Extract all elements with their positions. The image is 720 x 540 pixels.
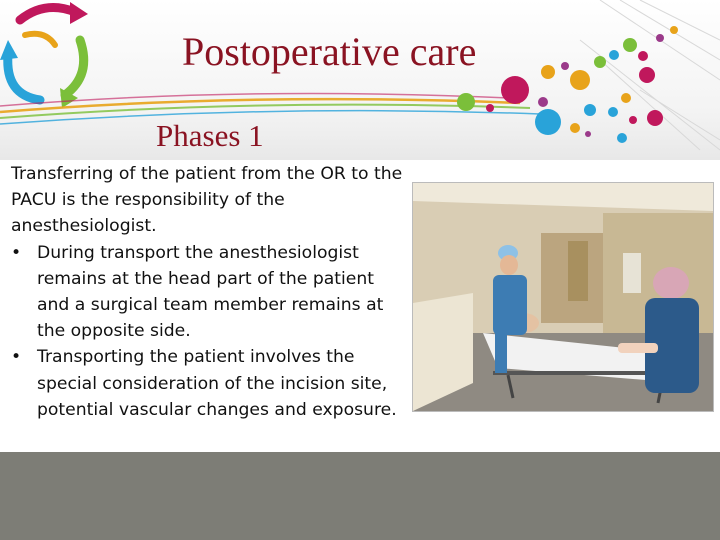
- bullet-text: During transport the anesthesiologist remains at the head part of the patient and a surgical team member remains at the opposite side.: [37, 242, 384, 342]
- bullet-text: Transporting the patient involves the special consideration of the incision site, potential vascular changes and exposure.: [37, 347, 397, 420]
- bullet-item: [11, 240, 411, 345]
- bullet-list: [11, 240, 411, 423]
- transport-photo: [412, 182, 714, 412]
- bullet-marker: •: [11, 242, 22, 263]
- intro-paragraph: Transferring of the patient from the OR to the PACU is the responsibility of the anesthesiologist.: [11, 164, 403, 237]
- body-text: [11, 161, 411, 423]
- slide-title: Postoperative care: [182, 29, 477, 74]
- bullet-item: [11, 344, 411, 423]
- decorative-dots: [440, 0, 720, 160]
- footer-band: [0, 452, 720, 540]
- hospital-transport-photo: [413, 183, 713, 411]
- bullet-marker: •: [11, 347, 22, 368]
- slide-subtitle: Phases 1: [156, 118, 264, 153]
